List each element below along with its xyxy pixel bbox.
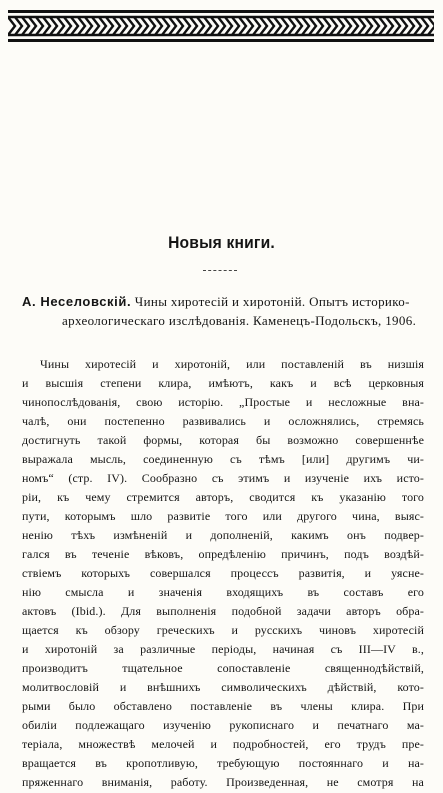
entry-title: Чины хиротесій и хиротоній. Опытъ историко-археологическаго изслѣдованія. Каменецъ-Подольскъ, 1906. xyxy=(62,294,417,328)
body-line: ненію тѣхъ измѣненій и дополненій, какимъ онъ подвер- xyxy=(22,528,424,542)
body-line: выражала мысль, соединенную съ тѣмъ [или] другимъ чи- xyxy=(22,452,424,466)
body-line: Чины хиротесій и хиротоній, или поставленій въ низшія xyxy=(40,357,424,371)
body-line: вращается въ кропотливую, требующую постояннаго и на- xyxy=(22,756,424,770)
body-line: пряженнаго вниманія, работу. Произведенная, не смотря на xyxy=(22,775,424,789)
review-body xyxy=(22,355,424,792)
body-line: чалѣ, они постепенно развивались и осложнялись, стремясь xyxy=(22,414,424,428)
body-line: актовъ (Ibid.). Для выполненія подобной задачи авторъ обра- xyxy=(22,604,424,618)
body-line: щается къ обзору греческихъ и русскихъ чиновъ хиротесій xyxy=(22,623,424,637)
entry-author: А. Неселовскій. xyxy=(22,294,132,309)
body-line: молитвословій и внѣшнихъ символическихъ дѣйствій, кото- xyxy=(22,680,424,694)
body-line: производитъ тщательное сопоставленіе священнодѣйствій, xyxy=(22,661,424,675)
body-line: теріала, множествѣ мелочей и подробностей, его трудъ пре- xyxy=(22,737,424,751)
body-line: достигнуть такой формы, которая бы возможно совершеннѣе xyxy=(22,433,424,447)
body-line: гался въ теченіе вѣковъ, опредѣленію причинъ, подъ воздѣй- xyxy=(22,547,424,561)
body-line: ріи, къ чему стремится авторъ, сводится къ указанію того xyxy=(22,490,424,504)
section-heading: Новыя книги. xyxy=(168,233,275,252)
body-line: рыми было обставлено поставленіе въ члены клира. При xyxy=(22,699,424,713)
book-entry xyxy=(22,292,443,330)
ornament-border xyxy=(8,10,434,42)
body-line: и хиротоній за различные періоды, начиная съ III—IV в., xyxy=(22,642,424,656)
body-line: ствіемъ которыхъ совершался процессъ развитія, и уясне- xyxy=(22,566,424,580)
body-line: пути, которымъ шло развитіе того или другого чина, выяс- xyxy=(22,509,424,523)
body-line: обиліи подлежащаго изученію рукописнаго и печатнаго ма- xyxy=(22,718,424,732)
heading-divider xyxy=(203,270,237,272)
body-line: нію смысла и значенія входящихъ въ составъ его xyxy=(22,585,424,599)
body-line: и высшія степени клира, имѣютъ, какъ и всѣ церковныя xyxy=(22,376,424,390)
body-line: чинопослѣдованія, свою исторію. „Простые и несложные вна- xyxy=(22,395,424,409)
body-line: номъ“ (стр. IV). Сообразно съ этимъ и изученіе ихъ исто- xyxy=(22,471,424,485)
